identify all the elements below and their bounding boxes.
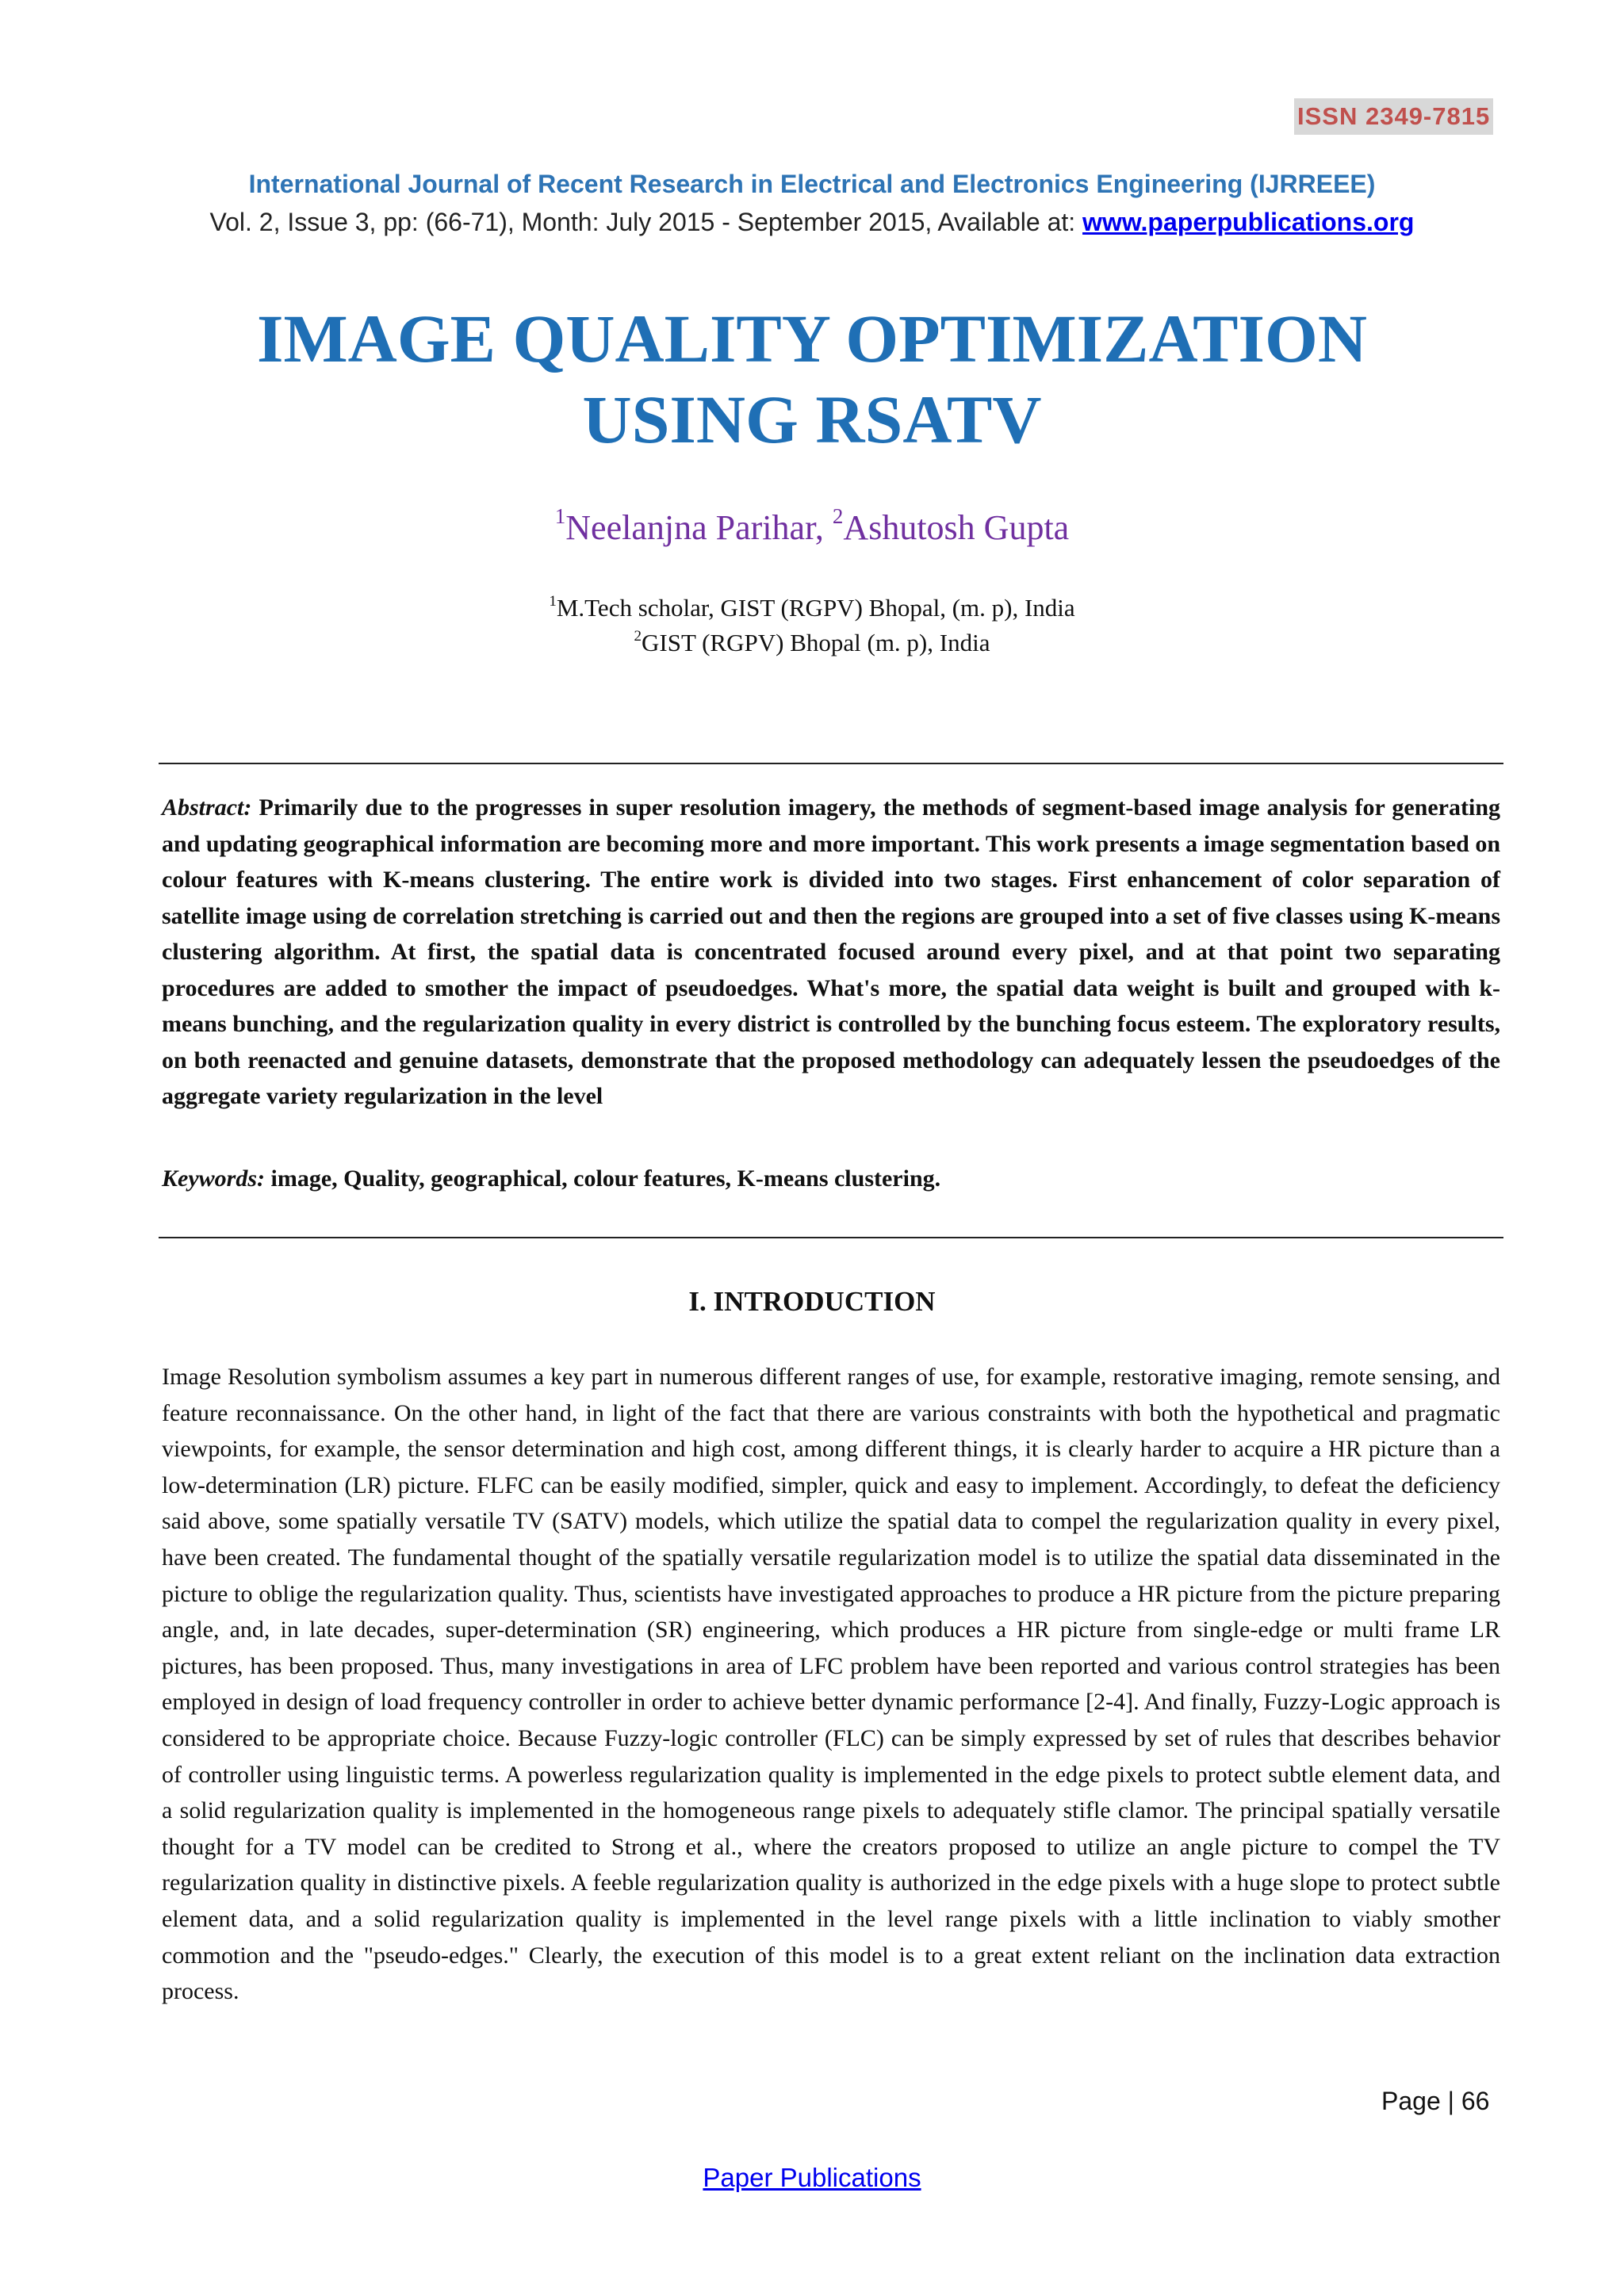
volume-info <box>0 208 1624 237</box>
abstract-label: Abstract: <box>162 794 252 821</box>
affiliation-2-text: GIST (RGPV) Bhopal (m. p), India <box>642 629 990 656</box>
affiliation-2 <box>0 628 1624 657</box>
affiliation-1-marker: 1 <box>549 593 557 610</box>
author-list <box>0 504 1624 548</box>
keywords-text: image, Quality, geographical, colour features, K-means clustering. <box>265 1165 941 1192</box>
issn-badge: ISSN 2349-7815 <box>1294 98 1493 135</box>
author-2-name: Ashutosh Gupta <box>843 508 1070 547</box>
keywords-label: Keywords: <box>162 1165 265 1192</box>
journal-name: International Journal of Recent Research in Electrical and Electronics Engineering (IJRREEE) <box>248 170 1376 198</box>
author-1-name: Neelanjna Parihar, <box>565 508 833 547</box>
author-1-marker: 1 <box>554 504 566 528</box>
affiliation-1 <box>0 593 1624 622</box>
website-link[interactable]: www.paperpublications.org <box>1082 208 1415 236</box>
footer <box>0 2163 1624 2193</box>
page-number: Page | 66 <box>1381 2087 1490 2115</box>
abstract-text: Primarily due to the progresses in super resolution imagery, the methods of segment-based image analysis for generating and updating geographical information are becoming more and more important. This work presents a image segmentation based on colour features with K-means clustering. The entire work is divided into two stages. First enhancement of color separation of satellite image using de correlation stretching is carried out and then the regions are grouped into a set of five classes using K-means clustering algorithm. At first, the spatial data is concentrated focused around every pixel, and at that point two separating procedures are added to smother the impact of pseudoedges. What's more, the spatial data weight is built and grouped with k-means bunching, and the regularization quality in every district is controlled by the bunching focus esteem. The exploratory results, on both reenacted and genuine datasets, demonstrate that the proposed methodology can adequately lessen the pseudoedges of the aggregate variety regularization in the level <box>162 794 1500 1109</box>
paper-title: IMAGE QUALITY OPTIMIZATION USING RSATV <box>256 300 1368 457</box>
keywords <box>162 1165 1500 1192</box>
volume-text: Vol. 2, Issue 3, pp: (66-71), Month: July 2015 - September 2015, Available at: <box>209 208 1083 236</box>
affiliation-1-text: M.Tech scholar, GIST (RGPV) Bhopal, (m. p), India <box>556 594 1075 622</box>
publisher-link[interactable]: Paper Publications <box>703 2163 921 2192</box>
section-body: Image Resolution symbolism assumes a key part in numerous different ranges of use, for example, restorative imaging, remote sensing, and feature reconnaissance. On the other hand, in light of the fact that there are various constraints with both the hypothetical and pragmatic viewpoints, for example, the sensor determination and high cost, among different things, it is clearly harder to acquire a HR picture than a low-determination (LR) picture. FLFC can be easily modified, simpler, quick and easy to implement. Accordingly, to defeat the deficiency said above, some spatially versatile TV (SATV) models, which utilize the spatial data to compel the regularization quality in every pixel, have been created. The fundamental thought of the spatially versatile regularization model is to utilize the spatial data disseminated in the picture to oblige the regularization quality. Thus, scientists have investigated approaches to produce a HR picture from the picture preparing angle, and, in late decades, super-determination (SR) engineering, which produces a HR picture from single-edge or multi frame LR pictures, has been proposed. Thus, many investigations in area of LFC problem have been reported and various control strategies has been employed in design of load frequency controller in order to achieve better dynamic performance [2-4]. And finally, Fuzzy-Logic approach is considered to be appropriate choice. Because Fuzzy-logic controller (FLC) can be simply expressed by set of rules that describes behavior of controller using linguistic terms. A powerless regularization quality is implemented in the edge pixels to protect subtle element data, and a solid regularization quality is implemented in the homogeneous range pixels to adequately stifle clamor. The principal spatially versatile thought for a TV model can be credited to Strong et al., where the creators proposed to utilize an angle picture to compel the TV regularization quality in distinctive pixels. A feeble regularization quality is authorized in the edge pixels with a huge slope to protect subtle element data, and a solid regularization quality is implemented in the level range pixels with a little inclination to viably smother commotion and the "pseudo-edges." Clearly, the execution of this model is to a great extent reliant on the inclination data extraction process. <box>162 1364 1500 2005</box>
abstract <box>162 790 1500 1115</box>
section-heading: I. INTRODUCTION <box>688 1286 936 1317</box>
author-2-marker: 2 <box>832 504 844 528</box>
affiliation-2-marker: 2 <box>634 628 642 645</box>
divider-bottom <box>159 1237 1503 1238</box>
divider-top <box>159 763 1503 764</box>
